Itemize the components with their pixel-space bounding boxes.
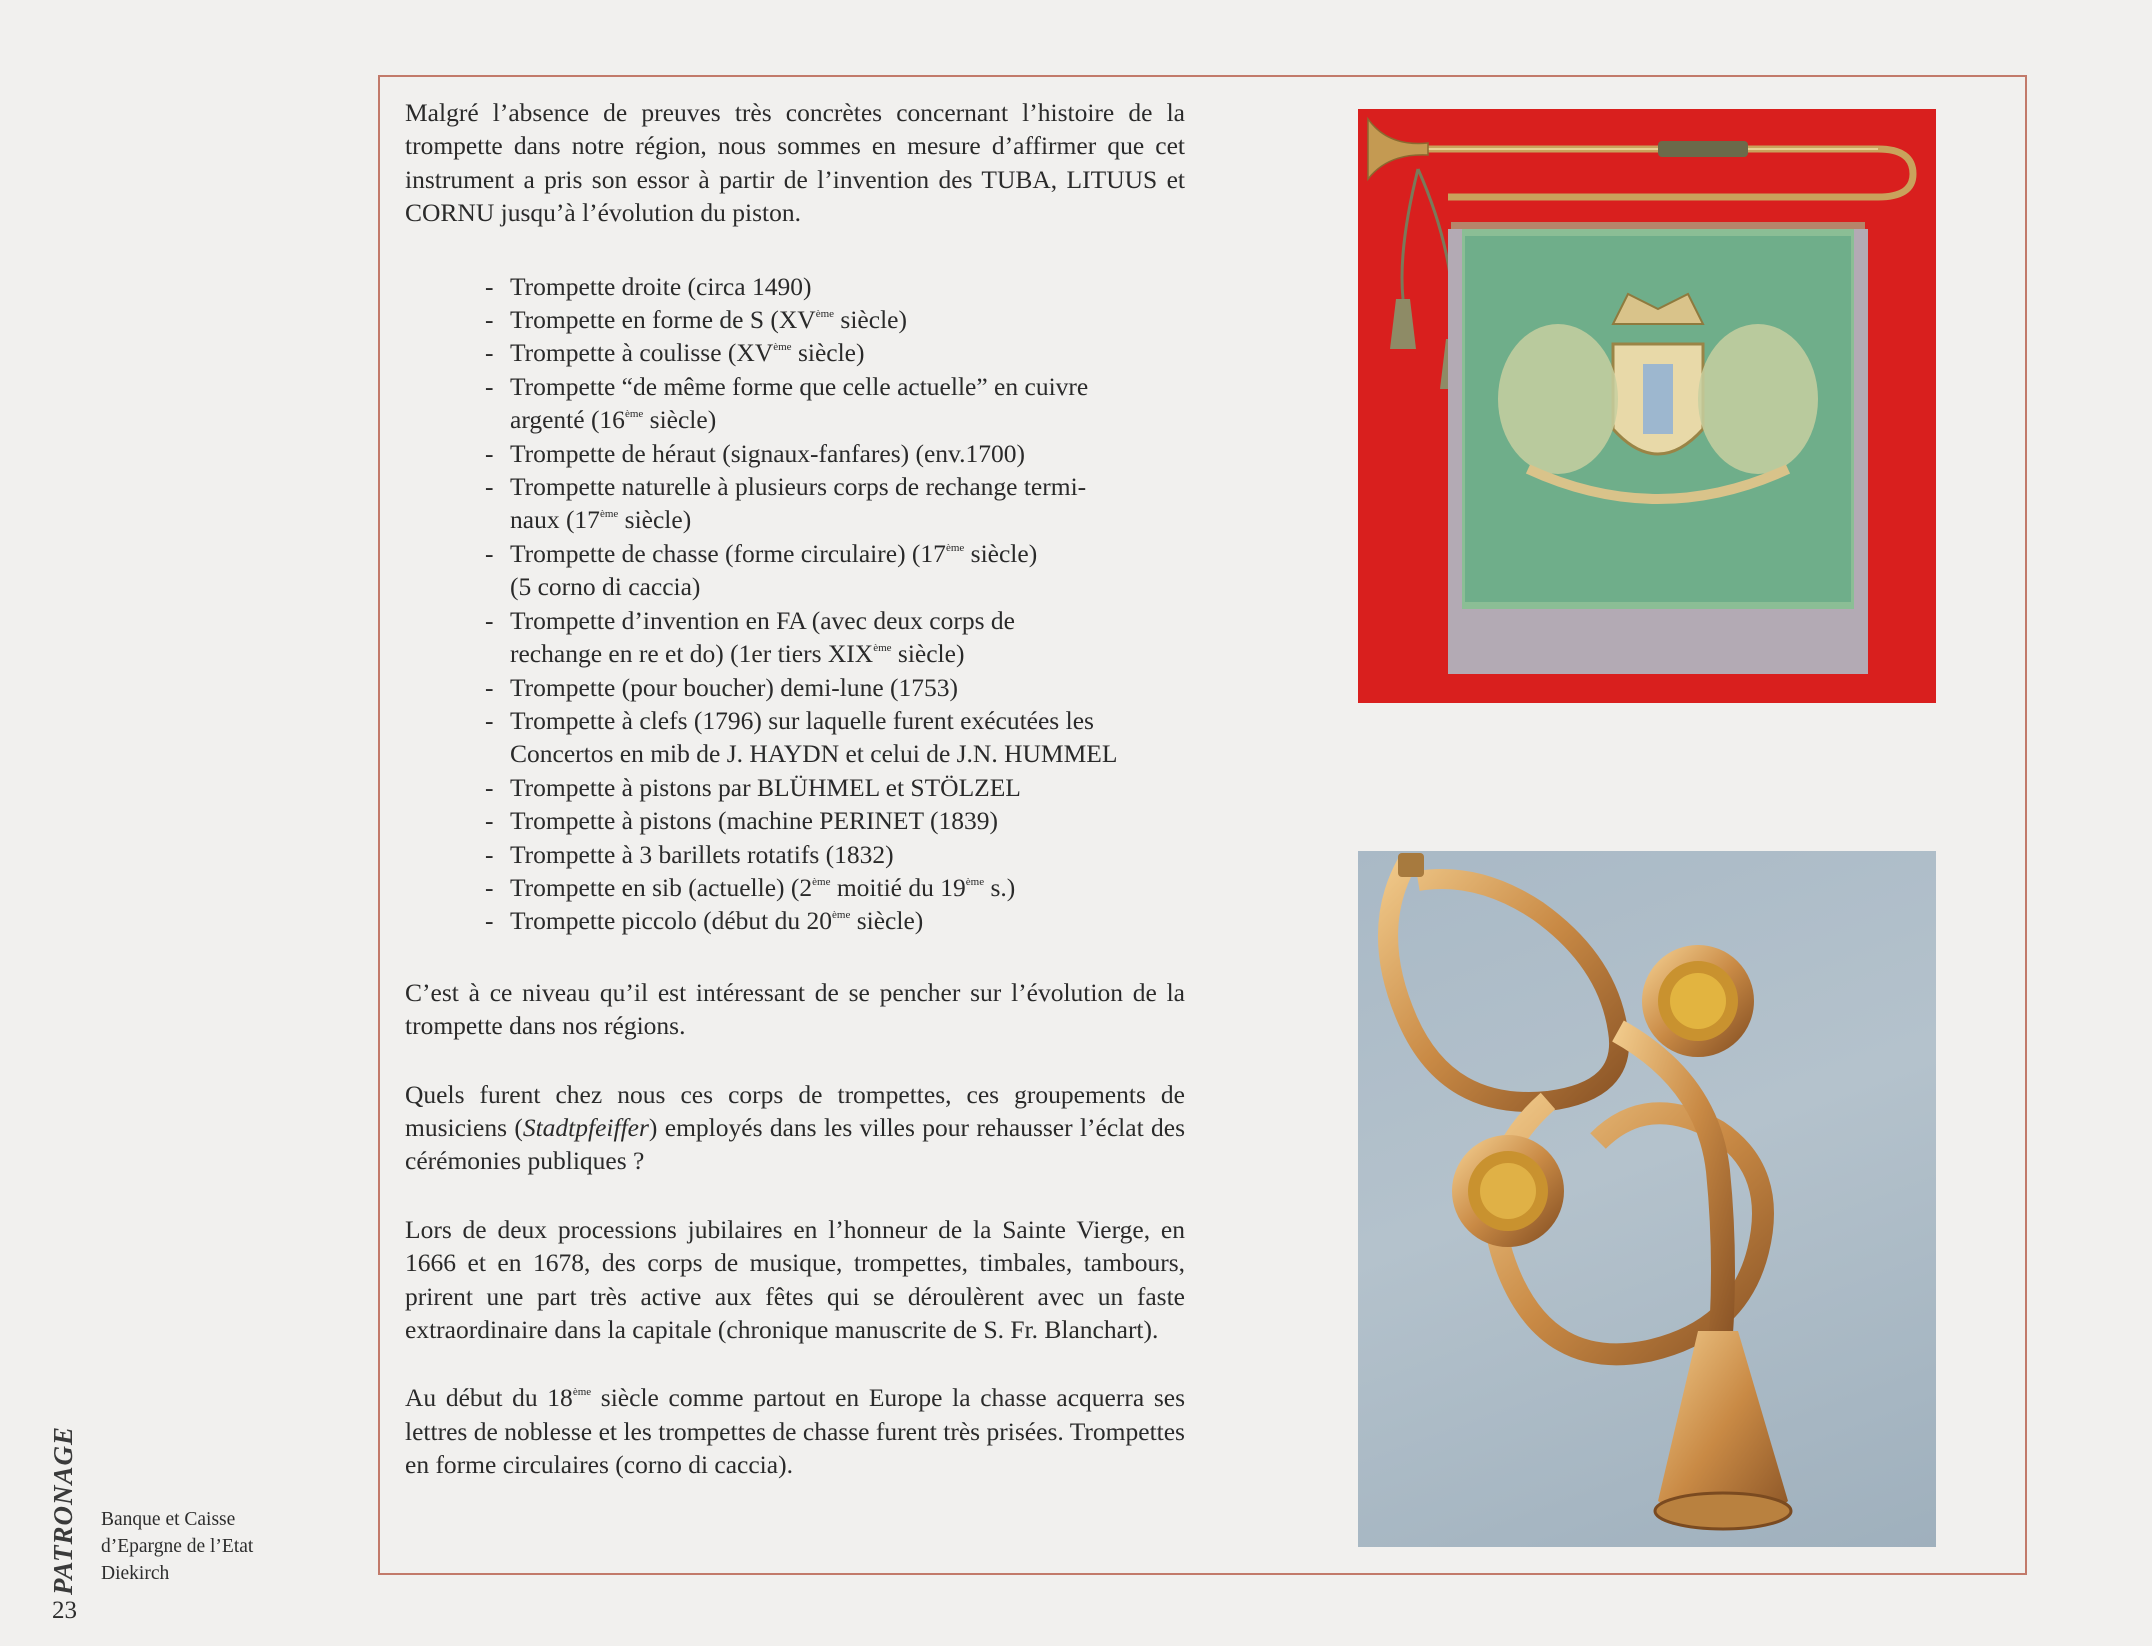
list-item: - Trompette à coulisse (XVème siècle) (485, 336, 1185, 369)
sponsor-line: Diekirch (101, 1563, 170, 1584)
paragraph-question: Quels furent chez nous ces corps de trompettes, ces groupements de musiciens (Stadtpfeiffer) employés dans les villes pour rehausser l’éclat des cérémonies publiques ? (405, 1079, 1185, 1176)
page-number: 23 (52, 1597, 77, 1624)
list-item: - Trompette à 3 barillets rotatifs (1832) (485, 838, 1185, 871)
list-item: - Trompette de héraut (signaux-fanfares) (env.1700) (485, 437, 1185, 470)
list-item: - Trompette droite (circa 1490) (485, 270, 1185, 303)
herald-trumpet-photo (1358, 109, 1936, 703)
paragraph-evolution: C’est à ce niveau qu’il est intéressant de se pencher sur l’évolution de la trompette dans nos régions. (405, 977, 1185, 1041)
patronage-label: PATRONAGE (48, 1425, 78, 1595)
list-item: - Trompette à clefs (1796) sur laquelle furent exécutées les Concertos en mib de J. HAYDN et celui de J.N. HUMMEL (485, 704, 1185, 771)
hunting-horn-photo (1358, 851, 1936, 1547)
article-text (405, 96, 1185, 1482)
list-item: - Trompette à pistons par BLÜHMEL et STÖLZEL (485, 771, 1185, 804)
trumpet-list (405, 270, 1185, 938)
list-item: - Trompette “de même forme que celle actuelle” en cuivre argenté (16ème siècle) (485, 370, 1185, 437)
paragraph-hunting: Au début du 18ème siècle comme partout en Europe la chasse acquerra ses lettres de noblesse et les trompettes de chasse furent très prisées. Trompettes en forme circulaires (corno di caccia). (405, 1383, 1185, 1480)
sponsor-line: d’Epargne de l’Etat (101, 1536, 254, 1557)
list-item: - Trompette en sib (actuelle) (2ème moitié du 19ème s.) (485, 871, 1185, 904)
sponsor-line: Banque et Caisse (101, 1509, 236, 1530)
list-item: - Trompette (pour boucher) demi-lune (1753) (485, 671, 1185, 704)
list-item: - Trompette à pistons (machine PERINET (1839) (485, 804, 1185, 837)
sponsor-credit (101, 1506, 331, 1587)
intro-paragraph: Malgré l’absence de preuves très concrètes concernant l’histoire de la trompette dans notre région, nous sommes en mesure d’affirmer que cet instrument a pris son essor à partir de l’invention des TUBA, LITUUS et CORNU jusqu’à l’évolution du piston. (405, 98, 1185, 228)
list-item: - Trompette en forme de S (XVème siècle) (485, 303, 1185, 336)
paragraph-processions: Lors de deux processions jubilaires en l’honneur de la Sainte Vierge, en 1666 et en 1678, des corps de musique, trompettes, timbales, tambours, prirent une part très active aux fêtes qui se déroulèrent avec un faste extraordinaire dans la capitale (chronique manuscrite de S. Fr. Blanchart). (405, 1214, 1185, 1344)
list-item: - Trompette de chasse (forme circulaire) (17ème siècle) (5 corno di caccia) (485, 537, 1185, 604)
list-item: - Trompette piccolo (début du 20ème siècle) (485, 904, 1185, 937)
list-item: - Trompette d’invention en FA (avec deux corps de rechange en re et do) (1er tiers XIXème siècle) (485, 604, 1185, 671)
list-item: - Trompette naturelle à plusieurs corps de rechange termi- naux (17ème siècle) (485, 470, 1185, 537)
